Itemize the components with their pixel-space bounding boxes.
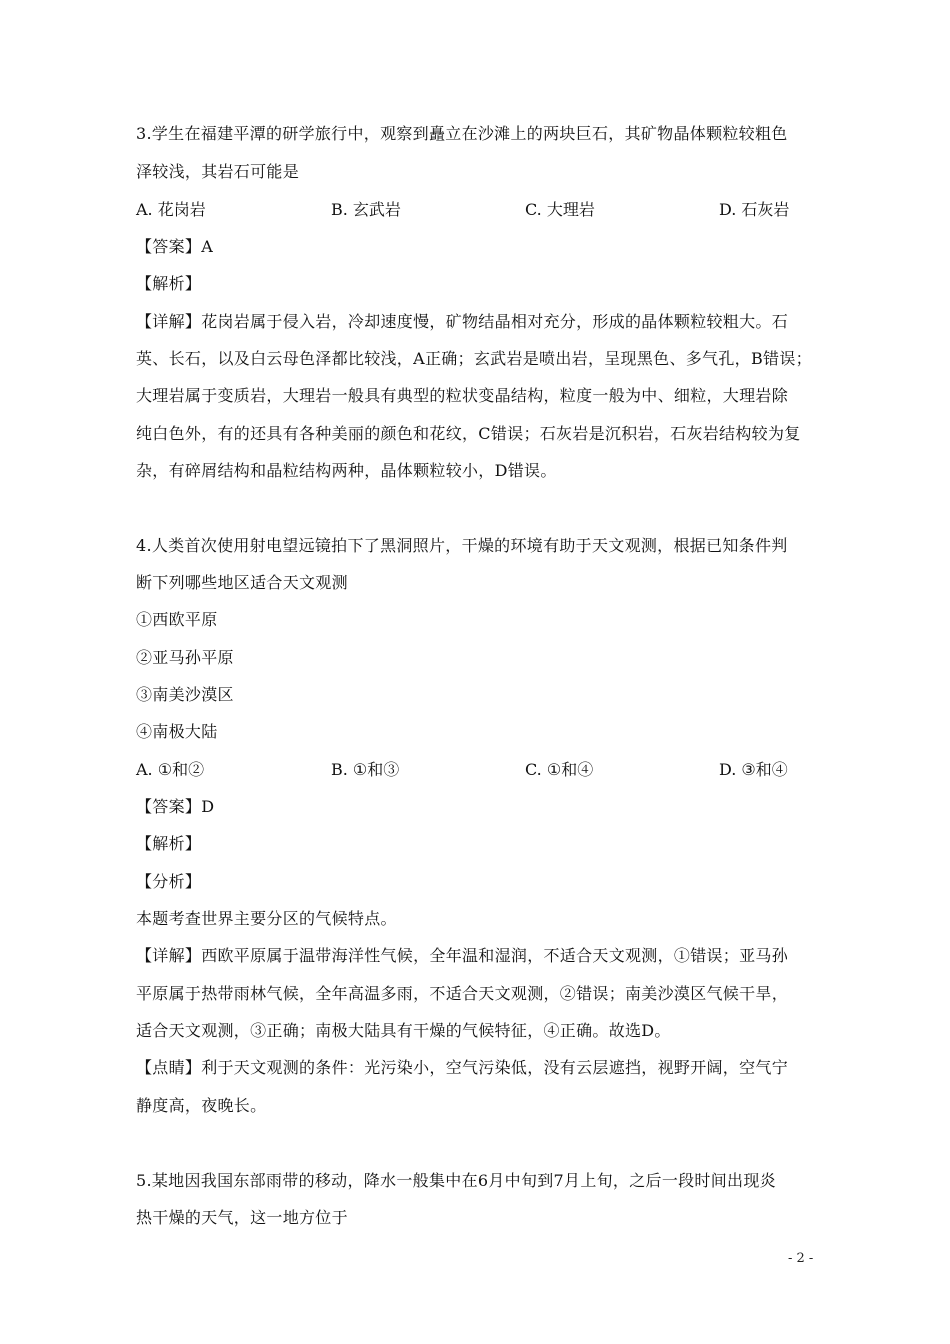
q3-option-d: D. 石灰岩 xyxy=(719,200,790,219)
q3-stem-line-2: 泽较浅，其岩石可能是 xyxy=(136,162,300,181)
q4-detail-line-2: 平原属于热带雨林气候，全年高温多雨，不适合天文观测，②错误；南美沙漠区气候干旱， xyxy=(136,984,789,1003)
q4-stem-line-2: 断下列哪些地区适合天文观测 xyxy=(136,573,348,592)
q3-option-b: B. 玄武岩 xyxy=(331,200,401,219)
q4-option-d: D. ③和④ xyxy=(719,760,788,779)
q4-fenxi-text: 本题考查世界主要分区的气候特点。 xyxy=(136,909,397,928)
q4-stem-line-1: 4.人类首次使用射电望远镜拍下了黑洞照片，干燥的环境有助于天文观测，根据已知条件判 xyxy=(136,536,788,555)
q3-detail-line-5: 杂，有碎屑结构和晶粒结构两种，晶体颗粒较小，D错误。 xyxy=(136,461,557,480)
page-number: - 2 - xyxy=(788,1251,814,1266)
q4-option-a: A. ①和② xyxy=(136,760,205,779)
q4-dianjing-line-1: 【点睛】利于天文观测的条件：光污染小，空气污染低，没有云层遮挡，视野开阔，空气宁 xyxy=(136,1058,789,1077)
q3-option-c: C. 大理岩 xyxy=(525,200,595,219)
q3-detail-line-4: 纯白色外，有的还具有各种美丽的颜色和花纹，C错误；石灰岩是沉积岩，石灰岩结构较为复 xyxy=(136,424,801,443)
q3-detail-line-1: 【详解】花岗岩属于侵入岩，冷却速度慢，矿物结晶相对充分，形成的晶体颗粒较粗大。石 xyxy=(136,312,789,331)
q5-stem-line-1: 5.某地因我国东部雨带的移动，降水一般集中在6月中旬到7月上旬，之后一段时间出现炎 xyxy=(136,1171,776,1190)
q4-dianjing-line-2: 静度高，夜晚长。 xyxy=(136,1096,267,1115)
q3-answer: 【答案】A xyxy=(136,237,214,256)
q4-detail-line-1: 【详解】西欧平原属于温带海洋性气候，全年温和湿润，不适合天文观测，①错误；亚马孙 xyxy=(136,946,789,965)
q4-item-3: ③南美沙漠区 xyxy=(136,685,234,704)
q4-item-1: ①西欧平原 xyxy=(136,610,218,629)
q4-option-c: C. ①和④ xyxy=(525,760,594,779)
q4-option-b: B. ①和③ xyxy=(331,760,400,779)
q4-item-2: ②亚马孙平原 xyxy=(136,648,234,667)
q4-analysis-label: 【解析】 xyxy=(136,834,202,853)
q5-stem-line-2: 热干燥的天气，这一地方位于 xyxy=(136,1208,348,1227)
q4-fenxi-label: 【分析】 xyxy=(136,872,202,891)
q3-detail-line-3: 大理岩属于变质岩，大理岩一般具有典型的粒状变晶结构，粒度一般为中、细粒，大理岩除 xyxy=(136,386,789,405)
q4-item-4: ④南极大陆 xyxy=(136,722,218,741)
q3-option-a: A. 花岗岩 xyxy=(136,200,206,219)
q4-answer: 【答案】D xyxy=(136,797,215,816)
q3-detail-line-2: 英、长石，以及白云母色泽都比较浅，A正确；玄武岩是喷出岩，呈现黑色、多气孔，B错误； xyxy=(136,349,812,368)
q3-analysis-label: 【解析】 xyxy=(136,274,202,293)
q4-detail-line-3: 适合天文观测，③正确；南极大陆具有干燥的气候特征，④正确。故选D。 xyxy=(136,1021,671,1040)
q3-stem-line-1: 3.学生在福建平潭的研学旅行中，观察到矗立在沙滩上的两块巨石，其矿物晶体颗粒较粗色 xyxy=(136,124,788,143)
